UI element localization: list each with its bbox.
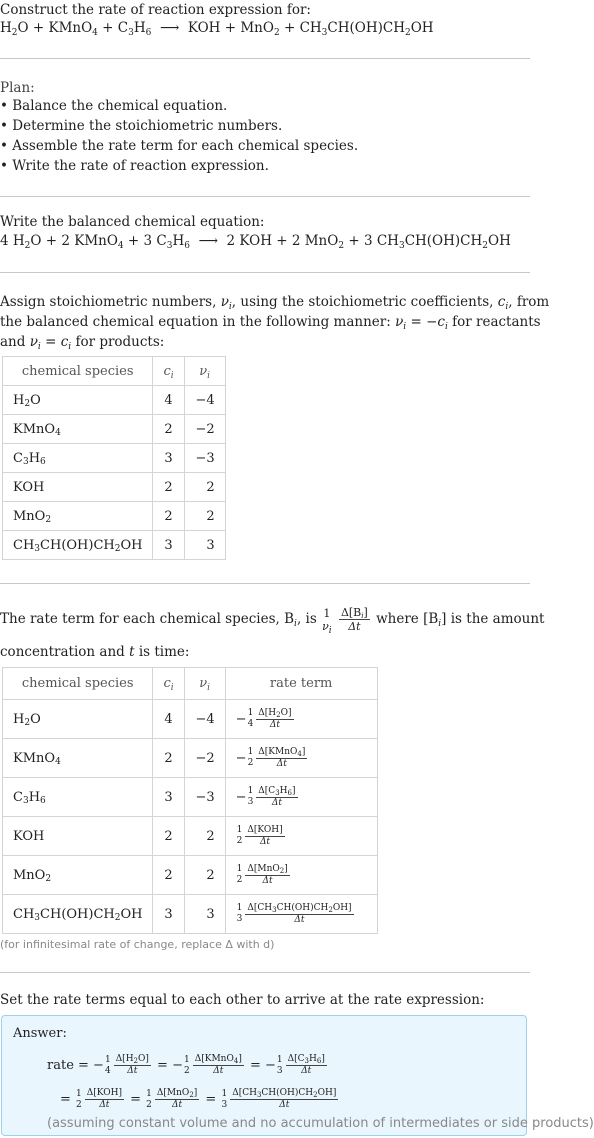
table-row xyxy=(3,444,226,473)
divider xyxy=(0,272,530,273)
divider xyxy=(0,972,530,973)
stoich-number-value: −3 xyxy=(184,444,225,473)
table-row xyxy=(3,415,226,444)
coefficient-value: 3 xyxy=(153,531,184,560)
header-nu: $\nu_i$ xyxy=(184,668,225,700)
balanced-equation: 4 $H_2O + 2$ KMnO$_4$ + 3 $C_3H_6$ ⟶ 2 KOH + 2 MnO$_2$ + 3 $CH_3CH(OH)CH_2OH$ xyxy=(0,233,511,251)
plan-label: Plan: xyxy=(0,80,35,96)
rate-term-text: The rate term for each chemical species, $B_i$, is 1 $\nu_i$ $\frac{\Delta[B_i]}{\Delta t}$ where $[B_i]$ is the amount xyxy=(0,606,545,636)
plan-item: • Assemble the rate term for each chemical species. xyxy=(0,138,359,154)
rate-term: 1 2 $\frac{\text{Δ[KOH]}}{\Delta t}$ xyxy=(225,817,377,856)
coefficient-value: 3 xyxy=(153,444,184,473)
stoich-number-value: −2 xyxy=(184,739,225,778)
header-species: chemical species xyxy=(3,668,153,700)
stoich-number-value: 2 xyxy=(184,817,225,856)
assign-line-1: Assign stoichiometric numbers, $\nu_i$, using the stoichiometric coefficients, $c_i$, from xyxy=(0,294,550,312)
table-row xyxy=(3,778,378,817)
stoich-number-value: 2 xyxy=(184,473,225,502)
divider xyxy=(0,58,530,59)
species-name: KMnO$_4$ xyxy=(3,739,153,778)
answer-footnote: (assuming constant volume and no accumulation of intermediates or side products) xyxy=(47,1116,594,1131)
species-name: $CH_3CH(OH)CH_2OH$ xyxy=(3,895,153,934)
coefficient-value: 2 xyxy=(153,502,184,531)
species-name: $H_2O$ xyxy=(3,386,153,415)
header-rate: rate term xyxy=(225,668,377,700)
divider xyxy=(0,196,530,197)
species-name: KOH xyxy=(3,817,153,856)
species-name: KMnO$_4$ xyxy=(3,415,153,444)
species-name: $C_3H_6$ xyxy=(3,778,153,817)
stoich-number-value: −4 xyxy=(184,700,225,739)
rate-term: 1 3 $\frac{\Delta[CH_3CH(OH)CH_2OH]}{\Delta t}$ xyxy=(225,895,377,934)
coefficient-value: 2 xyxy=(153,856,184,895)
stoich-number-value: 3 xyxy=(184,531,225,560)
coefficient-value: 4 xyxy=(153,700,184,739)
table-row xyxy=(3,531,226,560)
stoich-number-value: −2 xyxy=(184,415,225,444)
unbalanced-equation: $H_2O$ + KMnO$_4$ + $C_3H_6$ ⟶ KOH + $MnO_2 + CH_3CH(OH)CH_2OH$ xyxy=(0,20,434,38)
coefficient-value: 2 xyxy=(153,817,184,856)
stoich-number-value: −3 xyxy=(184,778,225,817)
answer-box xyxy=(1,1015,594,1136)
rate-term: 1 2 $\frac{\Delta[MnO_2]}{\Delta t}$ xyxy=(225,856,377,895)
table-row xyxy=(3,502,226,531)
rate-term: − 1 2 $\frac{\Delta[KMnO_4]}{\Delta t}$ xyxy=(225,739,377,778)
header-species: chemical species xyxy=(3,357,153,386)
assign-line-3: and $\nu_i = c_i$ for products: xyxy=(0,334,165,352)
species-name: KOH xyxy=(3,473,153,502)
rate-expression-line-2: = 1 2 $\frac{\text{Δ[KOH]}}{\Delta t}$ = 1 2 $\frac{\Delta[MnO_2]}{\Delta t}$ = 1 3 $\frac{\Delta[CH_3CH(OH)CH_2OH]}{\Delta t}$ xyxy=(60,1088,337,1110)
species-name: $C_3H_6$ xyxy=(3,444,153,473)
table-header-row xyxy=(3,357,226,386)
infinitesimal-note: (for infinitesimal rate of change, replace Δ with d) xyxy=(0,938,275,951)
coefficient-value: 3 xyxy=(153,778,184,817)
plan-item: • Determine the stoichiometric numbers. xyxy=(0,118,283,134)
rate-term: − 1 4 $\frac{\Delta[H_2O]}{\Delta t}$ xyxy=(225,700,377,739)
rate-term-table xyxy=(2,667,378,934)
table-row xyxy=(3,895,378,934)
set-equal-text: Set the rate terms equal to each other to arrive at the rate expression: xyxy=(0,992,485,1008)
rate-term: − 1 3 $\frac{\Delta[C_3H_6]}{\Delta t}$ xyxy=(225,778,377,817)
table-row xyxy=(3,700,378,739)
table-row xyxy=(3,473,226,502)
header-nu: $\nu_i$ xyxy=(184,357,225,386)
species-name: MnO$_2$ xyxy=(3,856,153,895)
coefficient-value: 3 xyxy=(153,895,184,934)
stoich-table xyxy=(2,356,226,560)
species-name: $CH_3CH(OH)CH_2OH$ xyxy=(3,531,153,560)
species-name: MnO$_2$ xyxy=(3,502,153,531)
answer-label: Answer: xyxy=(13,1026,67,1041)
coefficient-value: 2 xyxy=(153,739,184,778)
plan-item: • Balance the chemical equation. xyxy=(0,98,228,114)
table-header-row xyxy=(3,668,378,700)
table-row xyxy=(3,817,378,856)
rate-term-text-2: concentration and t is time: xyxy=(0,644,190,660)
stoich-number-value: −4 xyxy=(184,386,225,415)
plan-item: • Write the rate of reaction expression. xyxy=(0,158,269,174)
table-row xyxy=(3,386,226,415)
stoich-number-value: 3 xyxy=(184,895,225,934)
intro-text: Construct the rate of reaction expression for: xyxy=(0,2,311,18)
stoich-number-value: 2 xyxy=(184,856,225,895)
coefficient-value: 2 xyxy=(153,473,184,502)
species-name: $H_2O$ xyxy=(3,700,153,739)
coefficient-value: 2 xyxy=(153,415,184,444)
rate-expression-line-1: rate = − 1 4 $\frac{\Delta[H_2O]}{\Delta t}$ = − 1 2 $\frac{\Delta[KMnO_4]}{\Delta t}$ = − 1 3 $\frac{\Delta[C_3H_6]}{\Delta t}$ xyxy=(47,1054,325,1076)
header-c: $c_i$ xyxy=(153,668,184,700)
stoich-number-value: 2 xyxy=(184,502,225,531)
header-c: $c_i$ xyxy=(153,357,184,386)
balanced-label: Write the balanced chemical equation: xyxy=(0,214,265,230)
divider xyxy=(0,583,530,584)
coefficient-value: 4 xyxy=(153,386,184,415)
assign-line-2: the balanced chemical equation in the following manner: $\nu_i = -c_i$ for reactants xyxy=(0,314,541,332)
table-row xyxy=(3,856,378,895)
table-row xyxy=(3,739,378,778)
